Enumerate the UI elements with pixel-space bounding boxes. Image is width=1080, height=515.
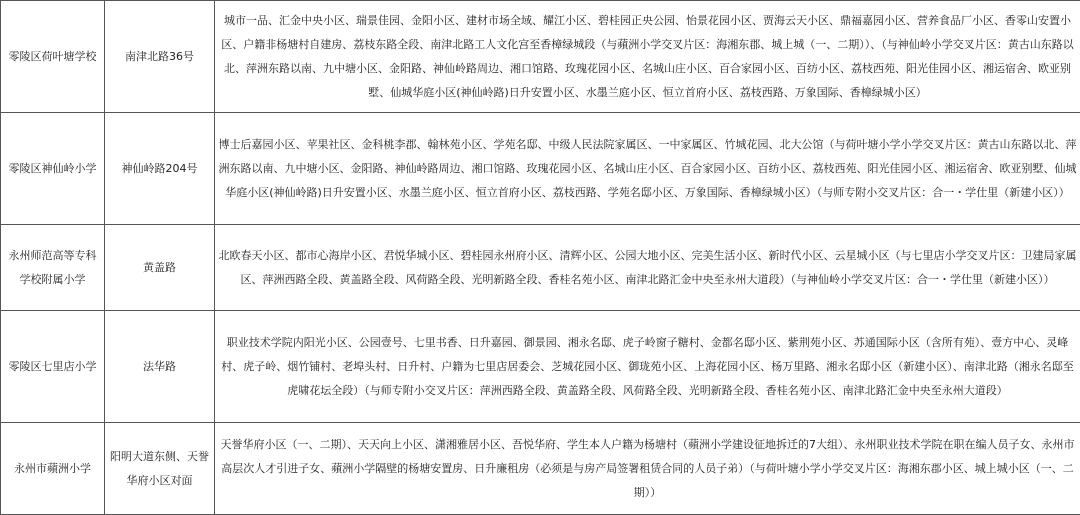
school-name: 零陵区神仙岭小学 <box>1 113 105 225</box>
enrollment-area: 职业技术学院内阳光小区、公园壹号、七里书香、日升嘉园、御景园、湘永名邸、虎子岭窗子糖村、金都名邸小区、紫荆苑小区、苏通国际小区（含所有苑）、壹方中心、灵峰村、虎子岭、烟竹铺村、老埠头村、日升村、户籍为七里店居委会、芝城花园小区、御珑苑小区、上海花园小区、杨万里路、湘永名邸小区（新建小区）、南津北路（湘永名邸至虎啸花坛全段）（与师专附小交叉片区：萍洲西路全段、黄盖路全段、风荷路全段、光明新路全段、香桂名苑小区、南津北路汇金中央至永州大道段） <box>215 311 1080 423</box>
enrollment-area: 博士后嘉园小区、苹果社区、金科桃李郡、翰林苑小区、学苑名邸、中级人民法院家属区、一中家属区、竹城花园、北大公馆（与荷叶塘小学小学交叉片区：黄古山东路以北、萍洲东路以南、九中塘小区、金阳路、神仙岭路周边、湘口馆路、玫瑰花园小区、名城山庄小区、百合家园小区、百纺小区、荔枝西苑、阳光佳园小区、湘运宿舍、欧亚别墅、仙城华庭小区(神仙岭路)日升安置小区、水墨兰庭小区、恒立首府小区、荔枝西路、学苑名邸小区、万象国际、香樟绿城小区）（与师专附小交叉片区：合一・学仕里（新建小区）） <box>215 113 1080 225</box>
enrollment-area: 北欧春天小区、都市心海岸小区、君悦华城小区、碧桂园永州府小区、清辉小区、公园大地小区、完美生活小区、新时代小区、云星城小区（与七里店小学交叉片区：卫建局家属区、萍洲西路全段、黄盖路全段、风荷路全段、光明新路全段、香桂名苑小区、南津北路汇金中央至永州大道段）（与神仙岭小学交叉片区：合一・学仕里（新建小区）） <box>215 225 1080 311</box>
school-address: 阳明大道东侧、天誉华府小区对面 <box>105 423 215 515</box>
school-name: 永州市蘋洲小学 <box>1 423 105 515</box>
school-name: 永州师范高等专科学校附属小学 <box>1 225 105 311</box>
school-address: 黄盖路 <box>105 225 215 311</box>
enrollment-area: 城市一品、汇金中央小区、瑞景佳园、金阳小区、建材市场全域、耀江小区、碧桂园正央公园、怡景花园小区、贾海云天小区、鼎福嘉园小区、营养食品厂小区、香零山安置小区、户籍非杨塘村自建房、荔枝东路全段、南津北路工人文化宫至香樟绿城段（与蘋洲小学交叉片区：海湘东郡、城上城（一、二期））、（与神仙岭小学交叉片区：黄古山东路以北、萍洲东路以南、九中塘小区、金阳路、神仙岭路周边、湘口馆路、玫瑰花园小区、名城山庄小区、百合家园小区、百纺小区、荔枝西苑、阳光佳园小区、湘运宿舍、欧亚别墅、仙城华庭小区(神仙岭路)日升安置小区、水墨兰庭小区、恒立首府小区、荔枝西路、万象国际、香樟绿城小区） <box>215 1 1080 113</box>
table-row <box>1 225 1080 311</box>
school-address: 法华路 <box>105 311 215 423</box>
school-name: 零陵区七里店小学 <box>1 311 105 423</box>
table-row <box>1 423 1080 515</box>
table-row <box>1 113 1080 225</box>
school-name: 零陵区荷叶塘学校 <box>1 1 105 113</box>
school-address: 南津北路36号 <box>105 1 215 113</box>
enrollment-area: 天誉华府小区（一、二期）、天天向上小区、潇湘雅居小区、吾悦华府、学生本人户籍为杨塘村（蘋洲小学建设征地拆迁的7大组）、永州职业技术学院在职在编人员子女、永州市高层次人才引进子女、蘋洲小学隔壁的杨塘安置房、日升廉租房（必须是与房产局签署租赁合同的人员子弟）（与荷叶塘小学小学交叉片区：海湘东郡小区、城上城小区（一、二期）） <box>215 423 1080 515</box>
school-address: 神仙岭路204号 <box>105 113 215 225</box>
table-row <box>1 311 1080 423</box>
table-row <box>1 1 1080 113</box>
